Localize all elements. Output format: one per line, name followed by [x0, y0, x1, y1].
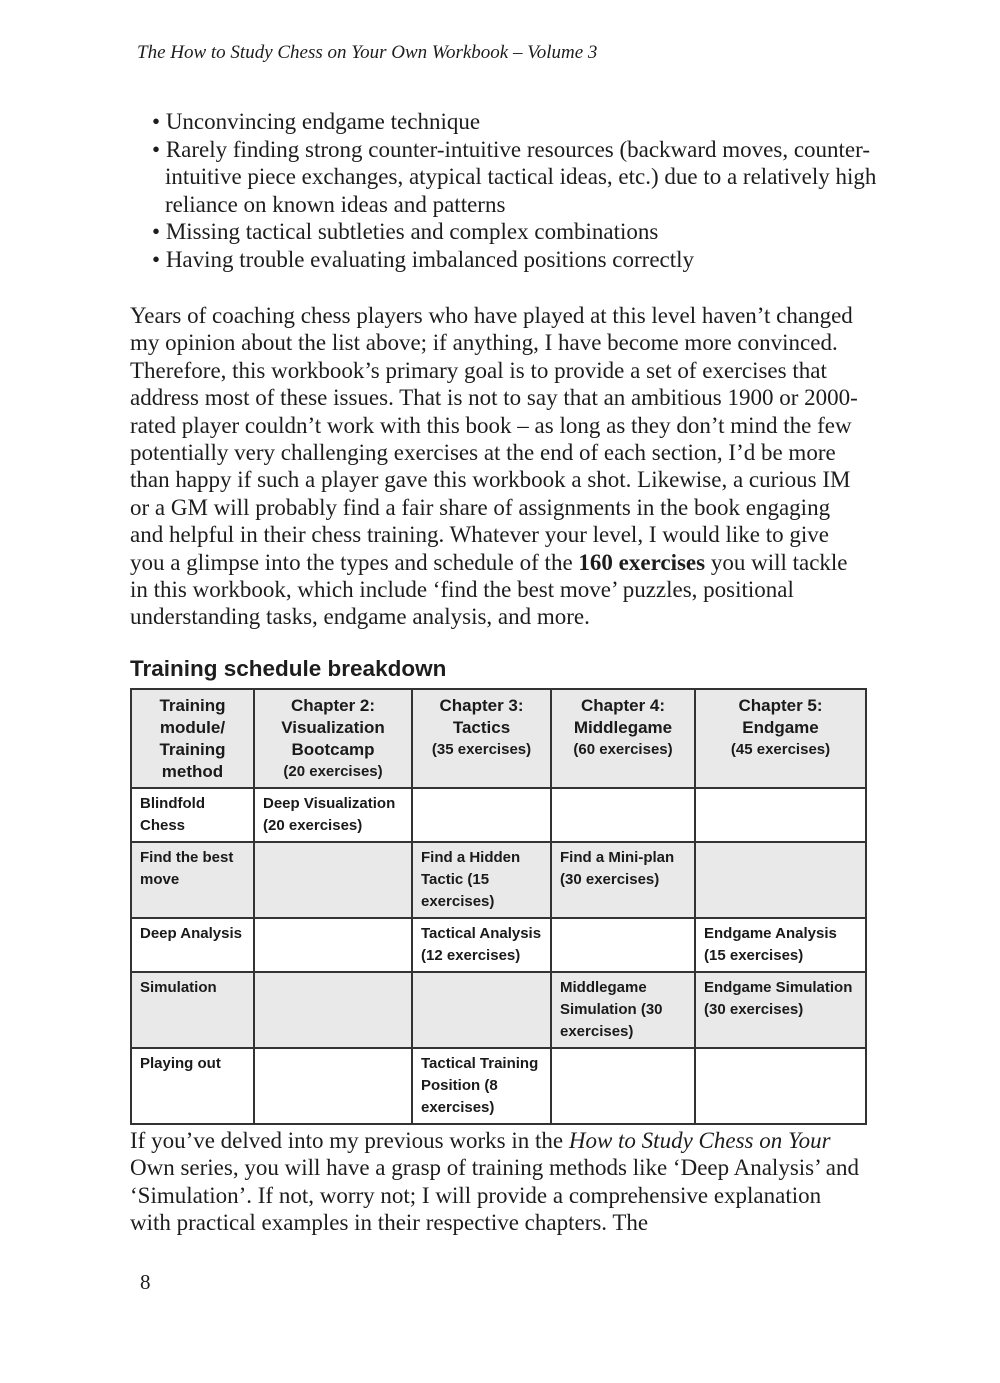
table-row	[131, 972, 866, 1048]
table-cell	[551, 788, 695, 842]
body-paragraph	[130, 302, 866, 631]
paragraph-text: Own series, you will have a grasp of training methods like ‘Deep Analysis’ and ‘Simulation’. If not, worry not; I will provide a comprehensive explanation with practical examples in their respective chapters. The	[130, 1155, 860, 1236]
method-cell: Deep Analysis	[131, 918, 254, 972]
table-cell	[254, 1048, 412, 1124]
paragraph-text: Years of coaching chess players who have played at this level haven’t changed my opinion about the list above; if anything, I have become more convinced. Therefore, this workbook’s primary goal is to provide a set of exercises that address most of these issues. That is not to say that an ambitious 1900 or 2000-rated player couldn’t work with this book – as long as they don’t mind the few potentially very challenging exercises at the end of each section, I’d be more than happy if such a player gave this workbook a shot. Likewise, a curious IM or a GM will probably find a fair share of assignments in the book engaging and helpful in their chess training. Whatever your level, I would like to give you a glimpse into the types and schedule of the	[130, 303, 858, 575]
table-cell: Tactical Analysis (12 exercises)	[412, 918, 551, 972]
paragraph-text: If you’ve delved into my previous works in the	[130, 1128, 569, 1153]
column-header: Chapter 2: Visualization Bootcamp (20 exercises)	[254, 689, 412, 788]
exercise-count: (60 exercises)	[573, 741, 673, 758]
page-number: 8	[140, 1270, 151, 1294]
training-schedule-table	[130, 688, 867, 1125]
table-header-row	[131, 689, 866, 788]
running-header: The How to Study Chess on Your Own Workbook – Volume 3	[137, 42, 598, 63]
table-cell	[551, 918, 695, 972]
table-cell	[695, 788, 866, 842]
table-cell: Endgame Analysis (15 exercises)	[695, 918, 866, 972]
method-cell: Simulation	[131, 972, 254, 1048]
bullet-item: • Rarely finding strong counter-intuitive resources (backward moves, counter-intuitive piece exchanges, atypical tactical ideas, etc.) due to a relatively high reliance on known ideas and patterns	[152, 136, 882, 219]
table-row	[131, 1048, 866, 1124]
method-cell: Find the best move	[131, 842, 254, 918]
table-cell: Find a Mini-plan (30 exercises)	[551, 842, 695, 918]
table-cell: Deep Visualization (20 exercises)	[254, 788, 412, 842]
table-cell	[551, 1048, 695, 1124]
table-row	[131, 918, 866, 972]
table-cell: Endgame Simulation (30 exercises)	[695, 972, 866, 1048]
table-cell	[695, 1048, 866, 1124]
exercise-count: (45 exercises)	[730, 741, 831, 758]
column-header: Chapter 5: Endgame (45 exercises)	[695, 689, 866, 788]
table-cell	[254, 918, 412, 972]
bullet-item: • Missing tactical subtleties and complex combinations	[152, 218, 882, 246]
table-row	[131, 788, 866, 842]
method-cell: Blindfold Chess	[131, 788, 254, 842]
table-row	[131, 842, 866, 918]
body-paragraph	[130, 1127, 866, 1237]
paragraph-text: you will tackle in this workbook, which include ‘find the best move’ puzzles, positional understanding tasks, endgame analysis, and more.	[130, 549, 848, 630]
table-cell: Middlegame Simulation (30 exercises)	[551, 972, 695, 1048]
table-cell	[254, 842, 412, 918]
table-cell: Find a Hidden Tactic (15 exercises)	[412, 842, 551, 918]
table-cell: Tactical Training Position (8 exercises)	[412, 1048, 551, 1124]
bullet-item: • Unconvincing endgame technique	[152, 108, 882, 136]
bullet-list	[152, 108, 882, 273]
column-header: Training module/ Training method	[131, 689, 254, 788]
table-cell	[412, 788, 551, 842]
table-cell	[254, 972, 412, 1048]
section-heading: Training schedule breakdown	[130, 656, 447, 681]
column-header: Chapter 3: Tactics (35 exercises)	[412, 689, 551, 788]
bold-text: 160 exercises	[578, 549, 706, 575]
method-cell: Playing out	[131, 1048, 254, 1124]
italic-book-title: How to Study Chess on Your	[568, 1128, 831, 1153]
bullet-item: • Having trouble evaluating imbalanced positions correctly	[152, 246, 882, 274]
exercise-count: (35 exercises)	[431, 741, 532, 758]
column-header: Chapter 4: Middlegame (60 exercises)	[551, 689, 695, 788]
exercise-count: (20 exercises)	[283, 763, 383, 780]
table-cell	[695, 842, 866, 918]
table-cell	[412, 972, 551, 1048]
